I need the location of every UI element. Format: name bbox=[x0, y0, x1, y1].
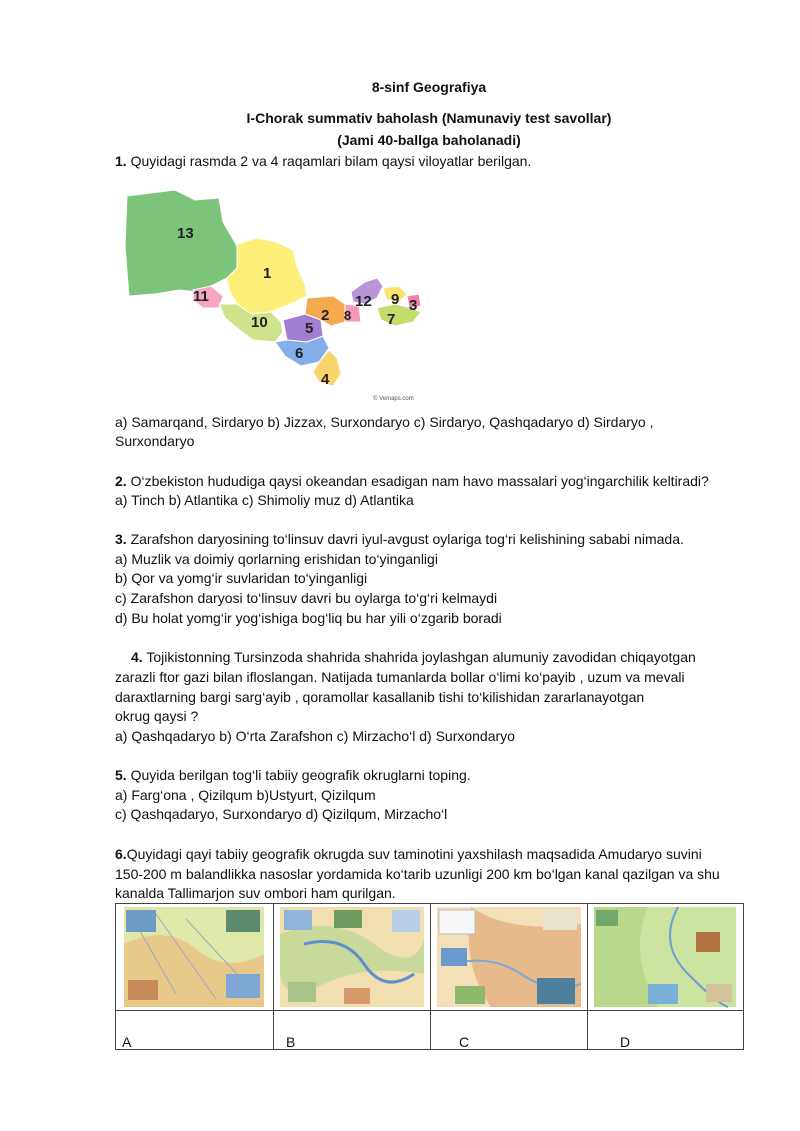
map-options-table bbox=[115, 903, 744, 1050]
question-5: 5. Quyida berilgan tog‘li tabiiy geografik okruglarni toping. bbox=[115, 767, 471, 783]
option-a-cell bbox=[115, 1010, 274, 1050]
map-label-8: 8 bbox=[344, 308, 352, 323]
option-b-label: B bbox=[286, 1034, 296, 1050]
map-label-6: 6 bbox=[295, 345, 304, 362]
question-1: 1. Quyidagi rasmda 2 va 4 raqamlari bilam qaysi viloyatlar berilgan. bbox=[115, 153, 532, 169]
q3-option-a: a) Muzlik va doimiy qorlarning erishidan to‘yinganligi bbox=[115, 551, 438, 567]
map-label-9: 9 bbox=[391, 291, 400, 308]
q3-option-c: c) Zarafshon daryosi to‘linsuv davri bu oylarga to‘g‘ri kelmaydi bbox=[115, 590, 498, 606]
question-6-line3: kanalda Tallimarjon suv ombori ham qurilgan. bbox=[115, 885, 396, 901]
option-d-label: D bbox=[620, 1034, 631, 1050]
map-option-a-image-cell bbox=[115, 903, 274, 1011]
q3-option-d: d) Bu holat yomg‘ir yog‘ishiga bog‘liq bu har yili o‘zgarib boradi bbox=[115, 610, 502, 626]
page-title: 8-sinf Geografiya bbox=[371, 79, 487, 95]
map-label-12: 12 bbox=[355, 293, 372, 310]
uzbekistan-regions-map bbox=[115, 186, 445, 408]
question-4-line3: daraxtlarning bargi sarg‘ayib , qoramollar kasallanib tishi to‘kilishidan zararlanayotgan bbox=[115, 689, 645, 705]
question-4-line4: okrug qaysi ? bbox=[115, 708, 199, 724]
map-option-a-image bbox=[116, 904, 273, 1010]
question-6-line2: 150-200 m balandlikka nasoslar yordamida ko‘tarib uzunligi 200 km bo‘lgan kanal qazilgan va shu bbox=[115, 866, 720, 882]
map-label-3: 3 bbox=[409, 297, 418, 314]
question-4-line2: zarazli ftor gazi bilan ifloslangan. Natijada tumanlarda bollar o‘limi ko‘payib , uzum va mevali bbox=[115, 669, 685, 685]
map-label-7: 7 bbox=[387, 311, 396, 328]
question-2: 2. O‘zbekiston hududiga qaysi okeandan esadigan nam havo massalari yog‘ingarchilik keltiradi? bbox=[115, 473, 709, 489]
map-option-d-image-cell bbox=[587, 903, 744, 1011]
map-label-10: 10 bbox=[251, 314, 268, 331]
q2-answers: a) Tinch b) Atlantika c) Shimoliy muz d) Atlantika bbox=[115, 492, 414, 508]
option-c-cell bbox=[430, 1010, 588, 1050]
map-label-11: 11 bbox=[193, 288, 209, 305]
q1-answers-line1: a) Samarqand, Sirdaryo b) Jizzax, Surxondaryo c) Sirdaryo, Qashqadaryo d) Sirdaryo , bbox=[115, 414, 654, 430]
map-label-5: 5 bbox=[305, 320, 314, 337]
option-b-cell bbox=[273, 1010, 431, 1050]
option-d-cell bbox=[587, 1010, 744, 1050]
map-option-d-image bbox=[588, 904, 743, 1010]
option-c-label: C bbox=[459, 1034, 470, 1050]
question-3: 3. Zarafshon daryosining to‘linsuv davri iyul-avgust oylariga tog‘ri kelishining sababi nimada. bbox=[115, 531, 684, 547]
map-label-4: 4 bbox=[321, 371, 330, 388]
region-13 bbox=[125, 190, 237, 296]
page-subtitle: I-Chorak summativ baholash (Namunaviy test savollar) bbox=[246, 110, 612, 126]
map-option-b-image-cell bbox=[273, 903, 431, 1011]
map-label-13: 13 bbox=[177, 225, 194, 242]
map-option-b-image bbox=[274, 904, 430, 1010]
q3-option-b: b) Qor va yomg‘ir suvlaridan to‘yinganligi bbox=[115, 570, 368, 586]
question-6-line1: 6.Quyidagi qayi tabiiy geografik okrugda suv taminotini yaxshilash maqsadida Amudaryo suvini bbox=[115, 846, 702, 862]
map-option-c-image-cell bbox=[430, 903, 588, 1011]
q4-answers: a) Qashqadaryo b) O‘rta Zarafshon c) Mirzacho‘l d) Surxondaryo bbox=[115, 728, 515, 744]
map-credit: © Vemaps.com bbox=[373, 396, 414, 402]
map-label-2: 2 bbox=[321, 307, 330, 324]
q5-answers-line1: a) Farg‘ona , Qizilqum b)Ustyurt, Qizilqum bbox=[115, 787, 376, 803]
points-note: (Jami 40-ballga baholanadi) bbox=[337, 132, 521, 148]
map-label-1: 1 bbox=[263, 265, 272, 282]
map-option-c-image bbox=[431, 904, 587, 1010]
q5-answers-line2: c) Qashqadaryo, Surxondaryo d) Qizilqum, Mirzacho‘l bbox=[115, 806, 448, 822]
question-4-line1: 4. Tojikistonning Tursinzoda shahrida shahrida joylashgan alumuniy zavodidan chiqayotgan bbox=[131, 649, 696, 665]
q1-answers-line2: Surxondaryo bbox=[115, 433, 195, 449]
option-a-label: A bbox=[122, 1034, 132, 1050]
